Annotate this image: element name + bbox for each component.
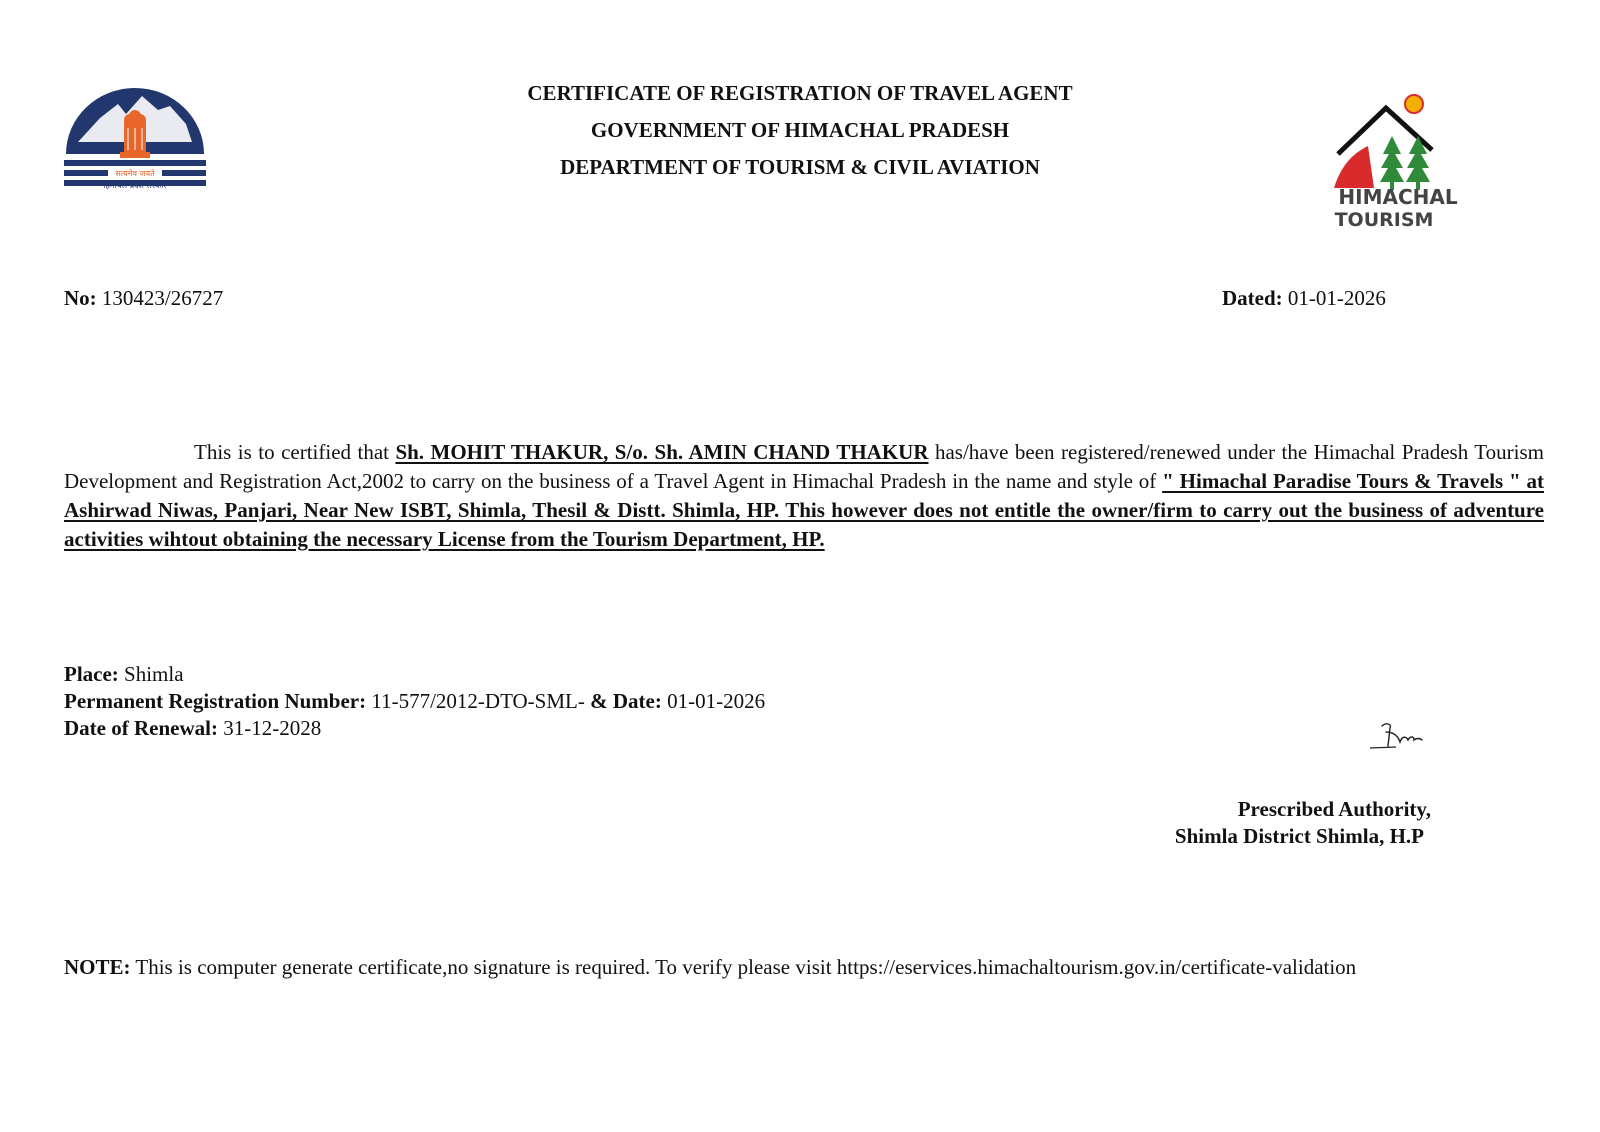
place-value: Shimla xyxy=(124,662,184,686)
certificate-number-label: No: xyxy=(64,286,97,310)
svg-text:HIMACHAL: HIMACHAL xyxy=(1338,185,1458,209)
registration-number-value: 11-577/2012-DTO-SML- xyxy=(371,689,585,713)
body-intro: This is to certified that xyxy=(194,440,389,464)
body-middle: has/have been registered/renewed under the Himachal Pradesh Tourism Development and Registration Act,2002 to carry on the business of a Travel Agent in Himachal Pradesh in the name and style of xyxy=(64,440,1544,493)
svg-text:सत्यमेव जयते: सत्यमेव जयते xyxy=(115,169,155,178)
department-name: DEPARTMENT OF TOURISM & CIVIL AVIATION xyxy=(560,155,1040,179)
place-label: Place: xyxy=(64,662,119,686)
renewal-row xyxy=(64,715,321,741)
sun-icon xyxy=(1405,95,1423,113)
place-row xyxy=(64,661,184,687)
registration-date-label: & Date: xyxy=(590,689,662,713)
note-text: This is computer generate certificate,no signature is required. To verify please visit https://eservices.himachaltourism.gov.in/certificate-validation xyxy=(135,955,1357,979)
svg-text:TOURISM: TOURISM xyxy=(1334,209,1434,231)
certificate-date xyxy=(1222,286,1386,310)
authority-office: Shimla District Shimla, H.P xyxy=(1174,824,1424,848)
government-name: GOVERNMENT OF HIMACHAL PRADESH xyxy=(590,118,1010,142)
certificate-date-value: 01-01-2026 xyxy=(1287,286,1386,310)
hp-government-logo xyxy=(60,84,210,194)
registration-number-row xyxy=(64,688,765,714)
registration-number-label: Permanent Registration Number: xyxy=(64,689,367,713)
certificate-number xyxy=(64,286,223,310)
authority-title: Prescribed Authority, xyxy=(1237,797,1431,821)
certificate-number-value: 130423/26727 xyxy=(101,286,224,310)
firm-name-and-condition: " Himachal Paradise Tours & Travels " at Ashirwad Niwas, Panjari, Near New ISBT, Shimla, Thesil & Distt. Shimla, HP. This however does not entitle the owner/firm to carry out the business of adventure activities wihtout obtaining the necessary License from the Tourism Department, HP. xyxy=(64,469,1545,551)
holder-name: Sh. MOHIT THAKUR, S/o. Sh. AMIN CHAND THAKUR xyxy=(395,440,929,464)
renewal-value: 31-12-2028 xyxy=(223,716,322,740)
svg-text:हिमाचल प्रदेश सरकार: हिमाचल प्रदेश सरकार xyxy=(103,181,167,190)
certificate-body xyxy=(64,438,1544,554)
certificate-title: CERTIFICATE OF REGISTRATION OF TRAVEL AGENT xyxy=(527,81,1073,105)
himachal-tourism-logo xyxy=(1328,92,1478,232)
certificate-date-label: Dated: xyxy=(1222,286,1283,310)
verification-note xyxy=(64,954,1356,980)
note-label: NOTE: xyxy=(64,955,131,979)
renewal-label: Date of Renewal: xyxy=(64,716,218,740)
signature xyxy=(1368,718,1428,754)
registration-date-value: 01-01-2026 xyxy=(667,689,766,713)
